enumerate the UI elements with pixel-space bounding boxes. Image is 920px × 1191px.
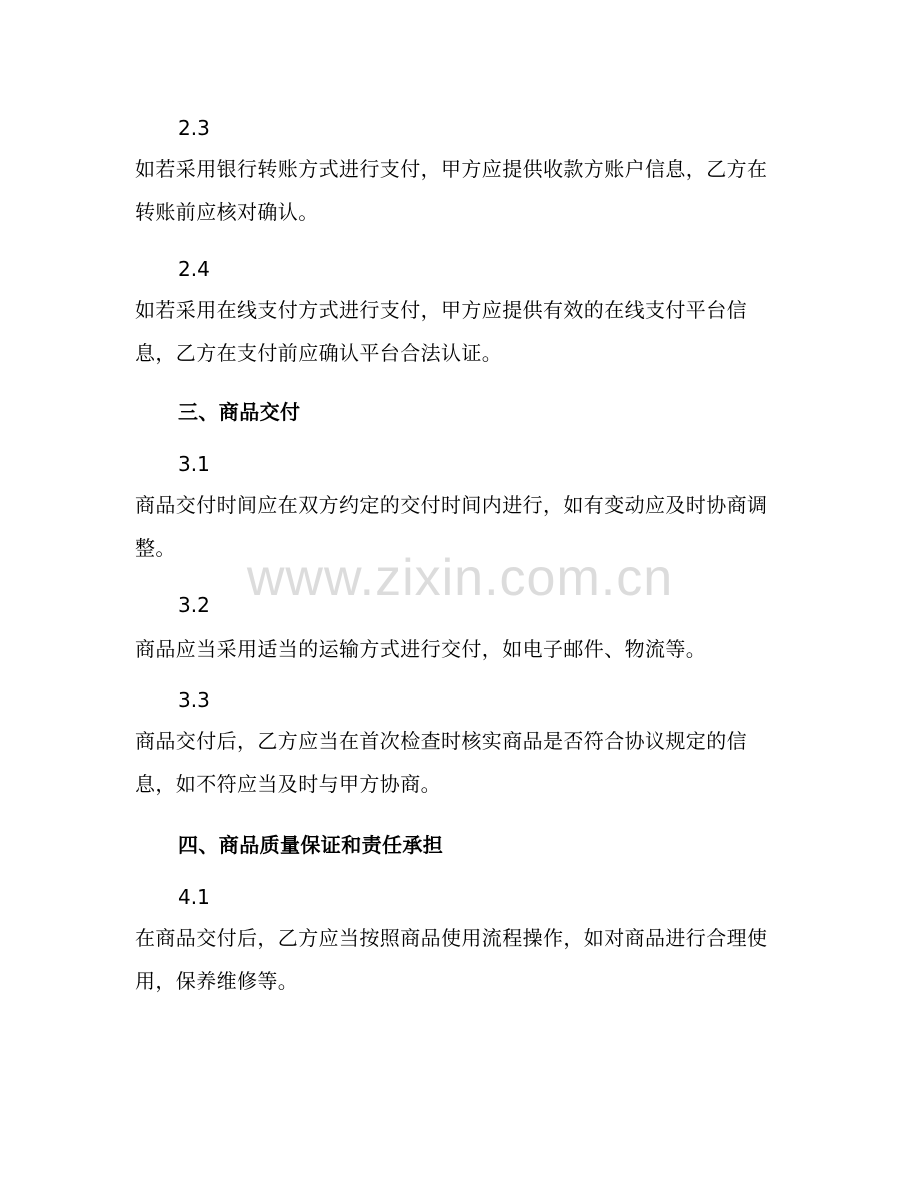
clause-text-3-3: 商品交付后，乙方应当在首次检查时核实商品是否符合协议规定的信息，如不符应当及时与甲方协商。: [135, 729, 747, 796]
clause-text-2-4: 如若采用在线支付方式进行支付，甲方应提供有效的在线支付平台信息，乙方在支付前应确认平台合法认证。: [135, 298, 747, 365]
clause-number-3-1: 3.1: [178, 452, 210, 476]
clause-text-4-1: 在商品交付后，乙方应当按照商品使用流程操作，如对商品进行合理使用，保养维修等。: [135, 926, 768, 993]
clause-number-2-3: 2.3: [178, 116, 210, 140]
clause-number-4-1: 4.1: [178, 885, 210, 909]
clause-number-3-3: 3.3: [178, 688, 210, 712]
clause-number-2-4: 2.4: [178, 257, 210, 281]
clause-number-3-2: 3.2: [178, 593, 210, 617]
clause-text-3-1: 商品交付时间应在双方约定的交付时间内进行，如有变动应及时协商调整。: [135, 493, 768, 560]
clause-text-3-2: 商品应当采用适当的运输方式进行交付，如电子邮件、物流等。: [135, 637, 707, 661]
section-heading-4: 四、商品质量保证和责任承担: [178, 833, 444, 857]
clause-text-2-3: 如若采用银行转账方式进行支付，甲方应提供收款方账户信息，乙方在转账前应核对确认。: [135, 157, 768, 224]
watermark-text: www.zixin.com.cn: [246, 549, 674, 607]
section-heading-3: 三、商品交付: [178, 400, 301, 424]
